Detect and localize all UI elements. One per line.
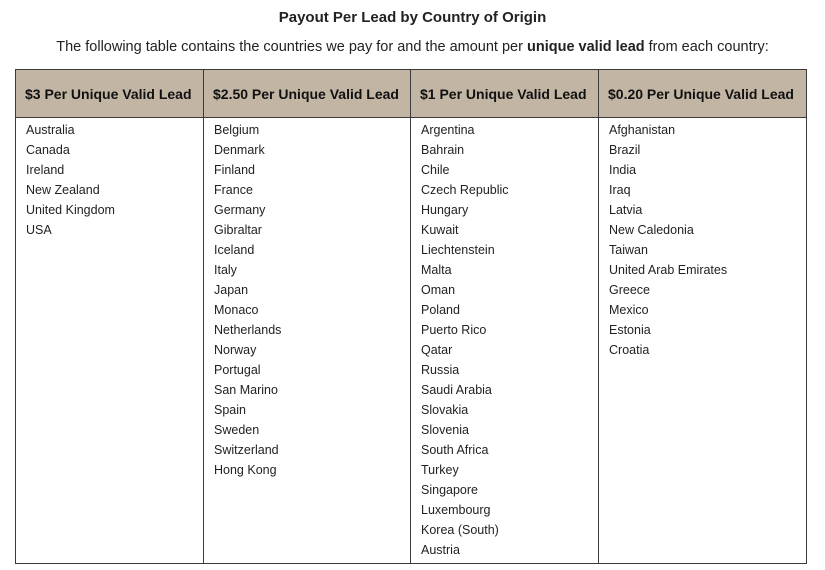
country-item: USA: [26, 223, 52, 237]
intro-text-start: The following table contains the countries we pay for and the amount per: [56, 39, 527, 55]
country-item: Ireland: [26, 163, 65, 177]
country-item: Qatar: [421, 343, 453, 357]
country-item: Slovenia: [421, 423, 469, 437]
country-item: Iraq: [609, 183, 631, 197]
page-title: Payout Per Lead by Country of Origin: [278, 9, 547, 26]
country-item: Puerto Rico: [421, 323, 487, 337]
tier-countries-2-50: [204, 118, 411, 564]
country-item: Russia: [421, 363, 460, 377]
country-item: Italy: [214, 263, 237, 277]
country-item: Argentina: [421, 123, 475, 137]
country-item: Greece: [609, 283, 650, 297]
country-item: Saudi Arabia: [421, 383, 492, 397]
country-item: Luxembourg: [421, 503, 491, 517]
country-item: Germany: [214, 203, 266, 217]
country-item: Monaco: [214, 303, 259, 317]
country-item: Oman: [421, 283, 456, 297]
country-item: Turkey: [421, 463, 459, 477]
country-item: Afghanistan: [609, 123, 676, 137]
country-item: Netherlands: [214, 323, 282, 337]
country-item: Chile: [421, 163, 450, 177]
country-item: United Arab Emirates: [609, 263, 728, 277]
country-item: Korea (South): [421, 523, 499, 537]
country-item: New Caledonia: [609, 223, 694, 237]
country-item: Austria: [421, 543, 460, 557]
countries-row: [16, 118, 807, 564]
country-item: Croatia: [609, 343, 650, 357]
country-item: Finland: [214, 163, 255, 177]
country-item: Gibraltar: [214, 223, 262, 237]
country-item: Poland: [421, 303, 460, 317]
intro-text: [0, 37, 825, 57]
tier-header-0-20: $0.20 Per Unique Valid Lead: [599, 70, 807, 118]
country-item: Japan: [214, 283, 249, 297]
country-item: Portugal: [214, 363, 261, 377]
tier-header-3: $3 Per Unique Valid Lead: [16, 70, 204, 118]
country-item: Hong Kong: [214, 463, 277, 477]
country-item: Taiwan: [609, 243, 648, 257]
country-item: San Marino: [214, 383, 278, 397]
country-item: Hungary: [421, 203, 469, 217]
country-item: Liechtenstein: [421, 243, 495, 257]
tier-countries-1: [411, 118, 599, 564]
country-item: Slovakia: [421, 403, 469, 417]
payout-table: [15, 69, 807, 564]
country-item: United Kingdom: [26, 203, 115, 217]
country-item: South Africa: [421, 443, 489, 457]
tier-header-2-50: $2.50 Per Unique Valid Lead: [204, 70, 411, 118]
intro-text-end: from each country:: [644, 39, 769, 55]
country-item: Mexico: [609, 303, 649, 317]
country-item: Malta: [421, 263, 452, 277]
country-item: Bahrain: [421, 143, 465, 157]
country-item: Estonia: [609, 323, 651, 337]
country-item: Denmark: [214, 143, 265, 157]
country-item: Brazil: [609, 143, 641, 157]
tier-countries-3: [16, 118, 204, 564]
country-item: Spain: [214, 403, 246, 417]
header-row: [16, 70, 807, 118]
country-item: Australia: [26, 123, 75, 137]
country-item: New Zealand: [26, 183, 100, 197]
country-item: Singapore: [421, 483, 478, 497]
country-item: Switzerland: [214, 443, 279, 457]
country-item: India: [609, 163, 637, 177]
country-item: Norway: [214, 343, 257, 357]
country-item: Kuwait: [421, 223, 459, 237]
intro-text-emphasis: unique valid lead: [526, 39, 645, 55]
country-item: Iceland: [214, 243, 255, 257]
country-item: Czech Republic: [421, 183, 509, 197]
country-item: Belgium: [214, 123, 260, 137]
country-item: Latvia: [609, 203, 643, 217]
country-item: France: [214, 183, 253, 197]
country-item: Canada: [26, 143, 70, 157]
country-item: Sweden: [214, 423, 260, 437]
tier-header-1: $1 Per Unique Valid Lead: [411, 70, 599, 118]
tier-countries-0-20: [599, 118, 807, 564]
